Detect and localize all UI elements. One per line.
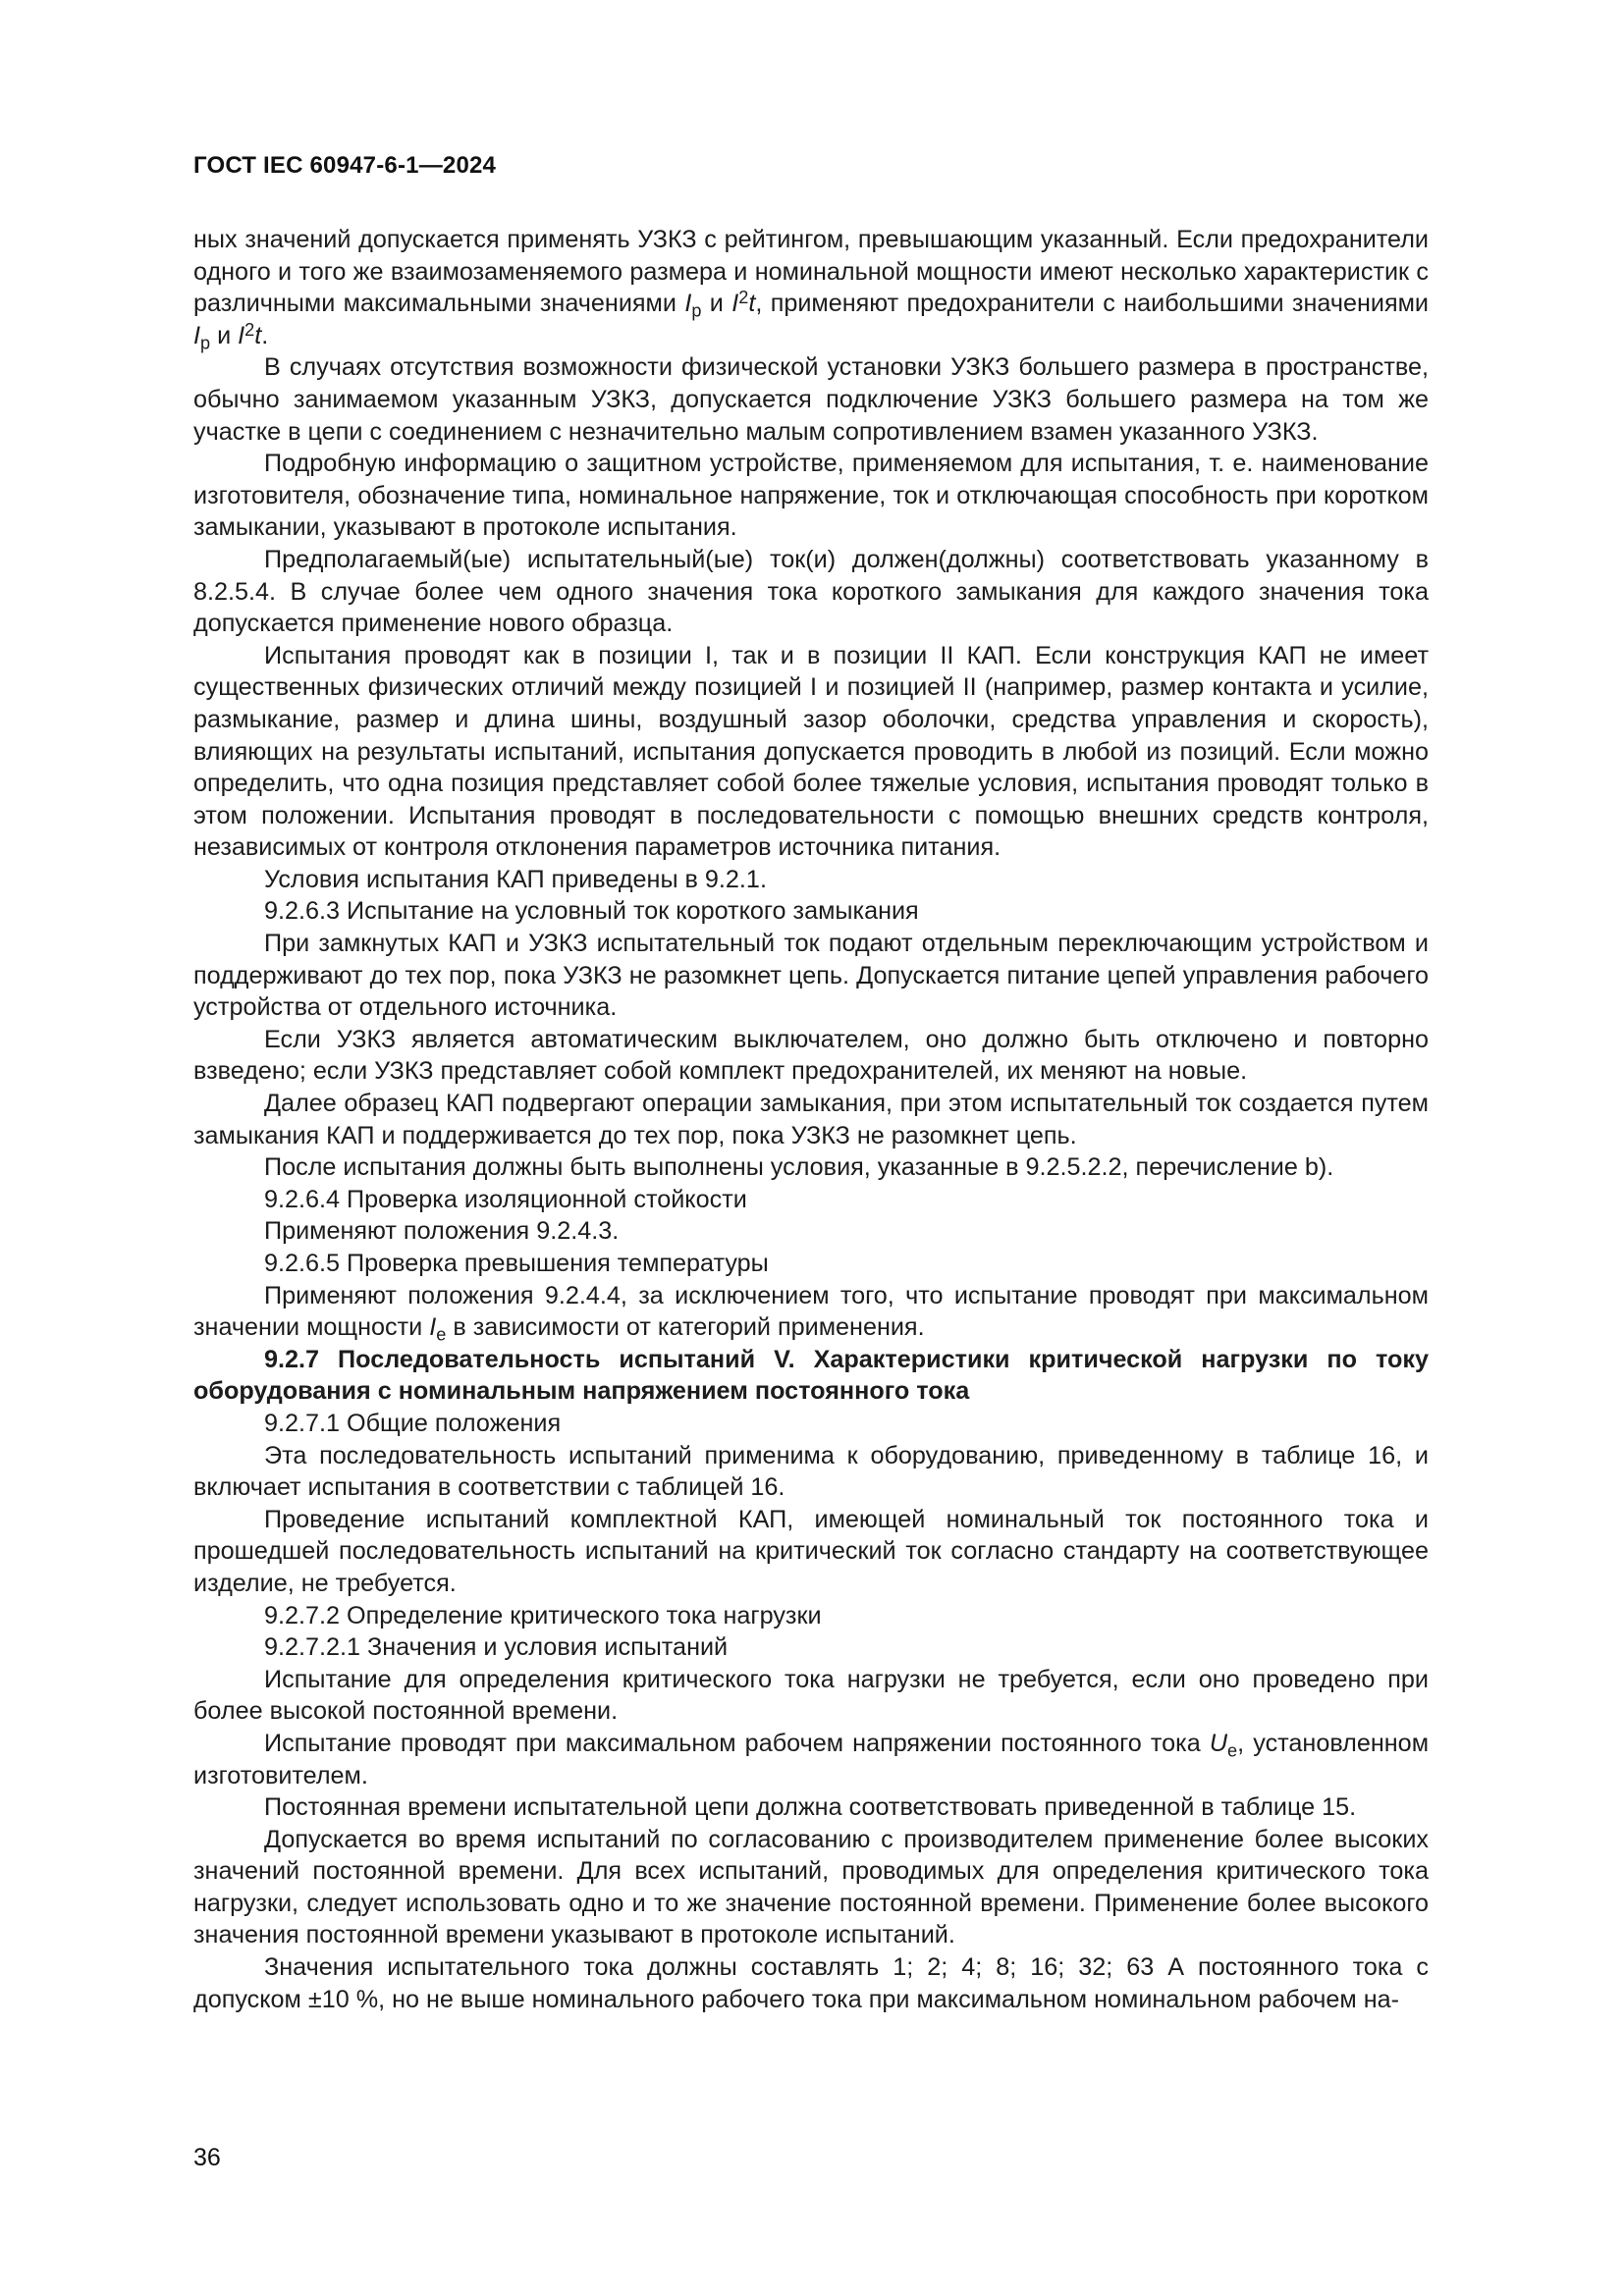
paragraph-higher-time-constant: Допускается во время испытаний по согласованию с производителем применение более высоких значений постоянной времени. Для всех испытаний, проводимых для определения критического тока нагрузки, следует использовать одно и то же значение постоянной времени. Применение более высокого значения постоянной времени указывают в протоколе испытаний.	[193, 1825, 1429, 1949]
clause-9-2-7-heading: 9.2.7 Последовательность испытаний V. Характеристики критической нагрузки по току оборудования с номинальным напряжением постоянного тока	[193, 1345, 1429, 1406]
clause-9-2-7-2-1-heading: 9.2.7.2.1 Значения и условия испытаний	[264, 1633, 729, 1662]
standard-header: ГОСТ IEC 60947-6-1—2024	[193, 152, 497, 179]
paragraph-after-test: После испытания должны быть выполнены условия, указанные в 9.2.5.2.2, перечисление b).	[264, 1153, 1334, 1182]
paragraph-test-current-values: Значения испытательного тока должны составлять 1; 2; 4; 8; 16; 32; 63 А постоянного тока с допуском ±10 %, но не выше номинального рабочего тока при максимальном номинальном рабочем на-	[193, 1953, 1429, 2013]
paragraph-apply-9-2-4-3: Применяют положения 9.2.4.3.	[264, 1217, 620, 1246]
page-number: 36	[193, 2144, 221, 2171]
paragraph-time-constant: Постоянная времени испытательной цепи должна соответствовать приведенной в таблице 15.	[264, 1793, 1357, 1822]
paragraph-circuit-breaker-reset: Если УЗКЗ является автоматическим выключателем, оно должно быть отключено и повторно взведено; если УЗКЗ представляет собой комплект предохранителей, их меняют на новые.	[193, 1025, 1429, 1086]
paragraph-protective-device-info: Подробную информацию о защитном устройстве, применяемом для испытания, т. е. наименование изготовителя, обозначение типа, номинальное напряжение, ток и отключающая способность при коротком замыкании, указывают в протоколе испытания.	[193, 450, 1429, 542]
clause-9-2-6-3-heading: 9.2.6.3 Испытание на условный ток короткого замыкания	[264, 897, 919, 926]
paragraph-prospective-current: Предполагаемый(ые) испытательный(ые) ток(и) должен(должны) соответствовать указанному в 8.2.5.4. В случае более чем одного значения тока короткого замыкания для каждого значения тока допускается применение нового образца.	[193, 545, 1429, 638]
paragraph-test-positions: Испытания проводят как в позиции I, так и в позиции II КАП. Если конструкция КАП не имеет существенных физических отличий между позицией I и позицией II (например, размер контакта и усилие, размыкание, размер и длина шины, воздушный зазор оболочки, средства управления и скорость), влияющих на результаты испытаний, испытания допускается проводить в любой из позиций. Если можно определить, что одна позиция представляет собой более тяжелые условия, испытания проводят только в этом положении. Испытания проводят в последовательности с помощью внешних средств контроля, независимых от контроля отклонения параметров источника питания.	[193, 641, 1429, 862]
paragraph-closing-operation: Далее образец КАП подвергают операции замыкания, при этом испытательный ток создается путем замыкания КАП и поддерживается до тех пор, пока УЗКЗ не разомкнет цепь.	[193, 1090, 1429, 1149]
body-text	[193, 224, 1429, 2015]
paragraph-temperature-rise: Применяют положения 9.2.4.4, за исключением того, что испытание проводят при максимальном значении мощности $I_e$ в зависимости от категорий применения.	[193, 1281, 1429, 1345]
paragraph-applicability: Эта последовательность испытаний применима к оборудованию, приведенному в таблице 16, и включает испытания в соответствии с таблицей 16.	[193, 1441, 1429, 1502]
paragraph-test-conditions: Условия испытания КАП приведены в 9.2.1.	[264, 865, 767, 893]
clause-9-2-7-1-heading: 9.2.7.1 Общие положения	[264, 1409, 562, 1437]
paragraph-max-voltage: Испытание проводят при максимальном рабочем напряжении постоянного тока $U_e$, установленном изготовителем.	[193, 1729, 1430, 1789]
paragraph-fuse-selection: ных значений допускается применять УЗКЗ с рейтингом, превышающим указанный. Если предохранители одного и того же взаимозаменяемого размера и номинальной мощности имеют несколько характеристик с различными максимальными значениями $I_p$ и $I^2t$, применяют предохранители с наибольшими значениями $I_p$ и $I^2t$.	[193, 226, 1429, 353]
clause-9-2-6-4-heading: 9.2.6.4 Проверка изоляционной стойкости	[264, 1185, 747, 1213]
clause-9-2-6-5-heading: 9.2.6.5 Проверка превышения температуры	[264, 1250, 769, 1277]
paragraph-complete-ats: Проведение испытаний комплектной КАП, имеющей номинальный ток постоянного тока и прошедшей последовательность испытаний на критический ток согласно стандарту на соответствующее изделие, не требуется.	[193, 1505, 1429, 1597]
paragraph-not-required: Испытание для определения критического тока нагрузки не требуется, если оно проведено при более высокой постоянной времени.	[193, 1665, 1429, 1726]
paragraph-closed-test: При замкнутых КАП и УЗКЗ испытательный ток подают отдельным переключающим устройством и поддерживают до тех пор, пока УЗКЗ не разомкнет цепь. Допускается питание цепей управления рабочего устройства от отдельного источника.	[193, 930, 1429, 1022]
clause-9-2-7-2-heading: 9.2.7.2 Определение критического тока нагрузки	[264, 1601, 822, 1629]
paragraph-larger-scpd: В случаях отсутствия возможности физической установки УЗКЗ большего размера в пространстве, обычно занимаемом указанным УЗКЗ, допускается подключение УЗКЗ большего размера на том же участке в цепи с соединением с незначительно малым сопротивлением взамен указанного УЗКЗ.	[193, 353, 1429, 446]
